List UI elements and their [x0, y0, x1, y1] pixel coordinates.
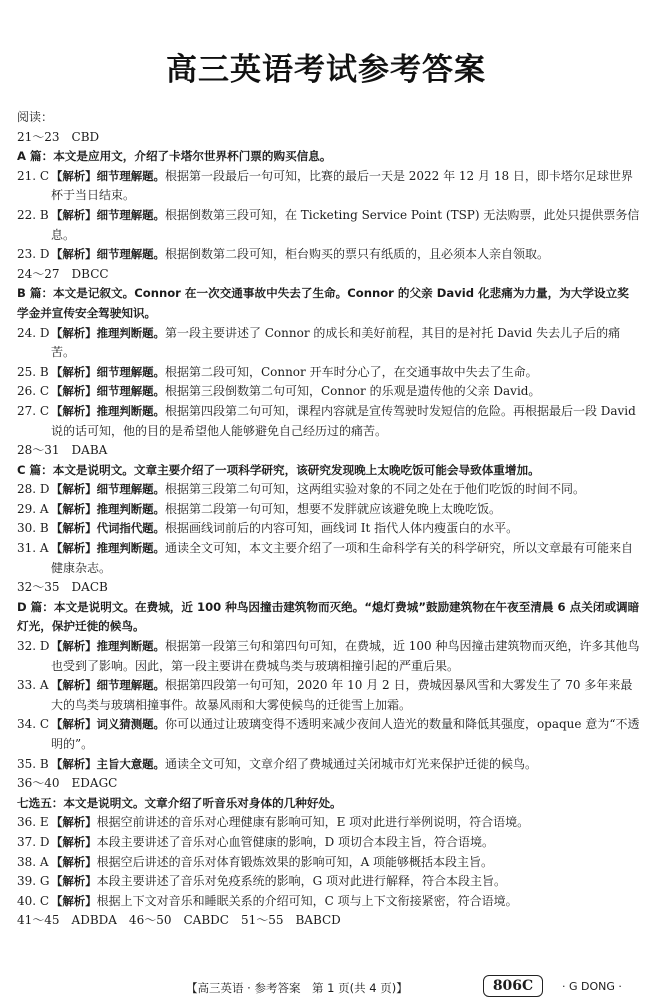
- passage-summary: D 篇：本文是说明文。在费城，近 100 种鸟因撞击建筑物而灭绝。“熄灯费城”鼓励建筑物在午夜至清晨 6 点关闭或调暗灯光，保护迁徙的候鸟。: [17, 599, 640, 634]
- explanation-text: 根据空前讲述的音乐对心理健康有影响可知，E 项对此进行举例说明，符合语境。: [96, 815, 530, 830]
- answer-item: [17, 539, 640, 578]
- explanation-text: 通读全文可知，文章介绍了费城通过关闭城市灯光来保护迁徙的候鸟。: [164, 756, 537, 771]
- answer-item: [17, 715, 640, 754]
- jiexi-tag: 【解析】: [51, 893, 97, 908]
- question-type: 细节理解题。: [96, 678, 165, 693]
- explanation-text: 本段主要讲述了音乐对免疫系统的影响，G 项对此进行解释，符合本段主旨。: [96, 874, 506, 889]
- answer-item: [17, 245, 640, 265]
- explanation-text: 你可以通过让玻璃变得不透明来减少夜间人造光的数量和降低其强度，opaque 意为“不透明的”。: [51, 717, 640, 751]
- answer-number: 38. A: [17, 854, 49, 869]
- answer-explanation: [51, 872, 640, 892]
- answer-item: [17, 872, 640, 892]
- jiexi-tag: 【解析】: [51, 521, 97, 536]
- answer-explanation: [51, 167, 640, 206]
- answer-explanation: [51, 715, 640, 754]
- answer-explanation: [51, 480, 640, 500]
- answer-explanation: [51, 382, 640, 402]
- answer-item: [17, 892, 640, 912]
- answer-explanation: [51, 892, 640, 912]
- answer-item: [17, 676, 640, 715]
- section-reading: 阅读：: [17, 110, 54, 124]
- answer-explanation: [51, 833, 640, 853]
- explanation-text: 根据第一段第三句和第四句可知，在费城，近 100 种鸟因撞击建筑物而灭绝，许多其他鸟也受到了影响。因此，第一段主要讲在费城鸟类与玻璃相撞引起的严重后果。: [51, 639, 640, 673]
- jiexi-tag: 【解析】: [51, 384, 97, 399]
- question-type: 细节理解题。: [96, 247, 165, 262]
- answer-key-line: 41～45 ADBDA 46～50 CABDC 51～55 BABCD: [17, 913, 341, 928]
- footer-brand: · G DONG ·: [562, 980, 622, 993]
- answer-explanation: [51, 539, 640, 578]
- question-type: 推理判断题。: [96, 501, 165, 516]
- answer-body: [17, 108, 640, 931]
- answer-number: 23. D: [17, 247, 50, 262]
- question-type: 细节理解题。: [96, 384, 165, 399]
- answer-number: 21. C: [17, 168, 50, 183]
- footer-code-badge: 806C: [483, 975, 543, 997]
- passage-summary: C 篇：本文是说明文。文章主要介绍了一项科学研究，该研究发现晚上太晚吃饭可能会导致体重增加。: [17, 462, 540, 477]
- answer-number: 37. D: [17, 834, 50, 849]
- explanation-text: 根据第二段可知，Connor 开车时分心了，在交通事故中失去了生命。: [164, 364, 538, 379]
- answer-explanation: [51, 637, 640, 676]
- explanation-text: 根据第四段第一句可知，2020 年 10 月 2 日，费城因暴风雪和大雾发生了 70 多年来最大的鸟类与玻璃相撞事件。故暴风雨和大雾使候鸟的迁徙雪上加霜。: [51, 678, 633, 712]
- explanation-text: 根据倒数第二段可知，柜台购买的票只有纸质的，且必须本人亲自领取。: [164, 247, 549, 262]
- jiexi-tag: 【解析】: [51, 482, 97, 497]
- answer-explanation: [51, 519, 640, 539]
- answer-explanation: [51, 402, 640, 441]
- answer-item: [17, 167, 640, 206]
- passage-summary: 七选五：本文是说明文。文章介绍了听音乐对身体的几种好处。: [17, 795, 342, 810]
- explanation-text: 根据第二段第一句可知，想要不发胖就应该避免晚上太晚吃饭。: [164, 501, 501, 516]
- answer-number: 39. G: [17, 874, 50, 889]
- explanation-text: 根据上下文对音乐和睡眠关系的介绍可知，C 项与上下文衔接紧密，符合语境。: [96, 893, 518, 908]
- answer-explanation: [51, 813, 640, 833]
- answer-explanation: [51, 363, 640, 383]
- jiexi-tag: 【解析】: [51, 207, 97, 222]
- passage-summary: A 篇：本文是应用文，介绍了卡塔尔世界杯门票的购买信息。: [17, 149, 332, 164]
- answer-item: [17, 206, 640, 245]
- answer-item: [17, 755, 640, 775]
- answer-item: [17, 637, 640, 676]
- jiexi-tag: 【解析】: [51, 364, 97, 379]
- page-footer: [0, 974, 652, 998]
- explanation-text: 本段主要讲述了音乐对心血管健康的影响，D 项切合本段主旨，符合语境。: [96, 834, 495, 849]
- answer-number: 36. E: [17, 815, 49, 830]
- answer-explanation: [51, 245, 640, 265]
- jiexi-tag: 【解析】: [51, 678, 97, 693]
- explanation-text: 根据第三段倒数第二句可知，Connor 的乐观是遗传他的父亲 David。: [164, 384, 541, 399]
- question-type: 推理判断题。: [96, 541, 165, 556]
- jiexi-tag: 【解析】: [51, 168, 97, 183]
- jiexi-tag: 【解析】: [51, 325, 97, 340]
- jiexi-tag: 【解析】: [51, 874, 97, 889]
- answer-number: 28. D: [17, 482, 50, 497]
- jiexi-tag: 【解析】: [51, 815, 97, 830]
- explanation-text: 第一段主要讲述了 Connor 的成长和美好前程，其目的是衬托 David 失去儿子后的痛苦。: [51, 325, 621, 360]
- question-type: 细节理解题。: [96, 482, 165, 497]
- jiexi-tag: 【解析】: [51, 639, 97, 654]
- question-type: 推理判断题。: [96, 639, 165, 654]
- answer-number: 26. C: [17, 384, 50, 399]
- answer-explanation: [51, 676, 640, 715]
- answer-explanation: [51, 324, 640, 363]
- question-type: 细节理解题。: [96, 207, 165, 222]
- jiexi-tag: 【解析】: [51, 501, 97, 516]
- jiexi-tag: 【解析】: [51, 854, 97, 869]
- answer-number: 22. B: [17, 207, 49, 222]
- answer-key-line: 24～27 DBCC: [17, 266, 109, 281]
- explanation-text: 根据第三段第二句可知，这两组实验对象的不同之处在于他们吃饭的时间不同。: [164, 482, 585, 497]
- answer-explanation: [51, 206, 640, 245]
- explanation-text: 根据第四段第二句可知，课程内容就是宣传驾驶时发短信的危险。再根据最后一段 David 说的话可知，他的目的是希望他人能够避免自己经历过的痛苦。: [51, 403, 636, 438]
- answer-item: [17, 324, 640, 363]
- answer-number: 35. B: [17, 756, 49, 771]
- answer-item: [17, 382, 640, 402]
- question-type: 代词指代题。: [96, 521, 165, 536]
- answer-key-line: 36～40 EDAGC: [17, 776, 118, 791]
- question-type: 细节理解题。: [96, 364, 165, 379]
- answer-item: [17, 813, 640, 833]
- answer-key-line: 32～35 DACB: [17, 580, 108, 595]
- answer-item: [17, 519, 640, 539]
- answer-key-line: 21～23 CBD: [17, 129, 100, 144]
- jiexi-tag: 【解析】: [51, 717, 97, 732]
- answer-explanation: [51, 500, 640, 520]
- question-type: 推理判断题。: [96, 325, 165, 340]
- answer-number: 32. D: [17, 639, 50, 654]
- explanation-text: 通读全文可知，本文主要介绍了一项和生命科学有关的科学研究，所以文章最有可能来自健康杂志。: [51, 541, 633, 575]
- answer-number: 29. A: [17, 501, 49, 516]
- explanation-text: 根据空后讲述的音乐对体育锻炼效果的影响可知，A 项能够概括本段主旨。: [96, 854, 494, 869]
- answer-number: 34. C: [17, 717, 50, 732]
- question-type: 细节理解题。: [96, 168, 165, 183]
- answer-key-line: 28～31 DABA: [17, 443, 108, 458]
- passage-summary: B 篇：本文是记叙文。Connor 在一次交通事故中失去了生命。Connor 的父亲 David 化悲痛为力量，为大学设立奖学金并宣传安全驾驶知识。: [17, 286, 629, 320]
- answer-item: [17, 480, 640, 500]
- answer-item: [17, 853, 640, 873]
- answer-number: 40. C: [17, 893, 50, 908]
- answer-item: [17, 500, 640, 520]
- explanation-text: 根据倒数第三段可知，在 Ticketing Service Point (TSP) 无法购票，此处只提供票务信息。: [51, 207, 640, 242]
- answer-explanation: [51, 853, 640, 873]
- footer-page-info: 【高三英语 · 参考答案 第 1 页(共 4 页)】: [186, 981, 408, 995]
- answer-explanation: [51, 755, 640, 775]
- jiexi-tag: 【解析】: [51, 247, 97, 262]
- jiexi-tag: 【解析】: [51, 756, 97, 771]
- answer-item: [17, 402, 640, 441]
- jiexi-tag: 【解析】: [51, 541, 97, 556]
- question-type: 主旨大意题。: [96, 756, 165, 771]
- answer-number: 24. D: [17, 325, 50, 340]
- question-type: 词义猜测题。: [96, 717, 165, 732]
- answer-number: 25. B: [17, 364, 49, 379]
- answer-item: [17, 363, 640, 383]
- page-title: 高三英语考试参考答案: [166, 52, 486, 88]
- answer-number: 31. A: [17, 541, 49, 556]
- jiexi-tag: 【解析】: [51, 403, 97, 418]
- answer-item: [17, 833, 640, 853]
- answer-number: 33. A: [17, 678, 49, 693]
- answer-number: 30. B: [17, 521, 49, 536]
- explanation-text: 根据画线词前后的内容可知，画线词 It 指代人体内瘦蛋白的水平。: [164, 521, 519, 536]
- jiexi-tag: 【解析】: [51, 834, 97, 849]
- question-type: 推理判断题。: [96, 403, 165, 418]
- explanation-text: 根据第一段最后一句可知，比赛的最后一天是 2022 年 12 月 18 日，即卡塔尔足球世界杯于当日结束。: [51, 168, 633, 203]
- answer-number: 27. C: [17, 403, 50, 418]
